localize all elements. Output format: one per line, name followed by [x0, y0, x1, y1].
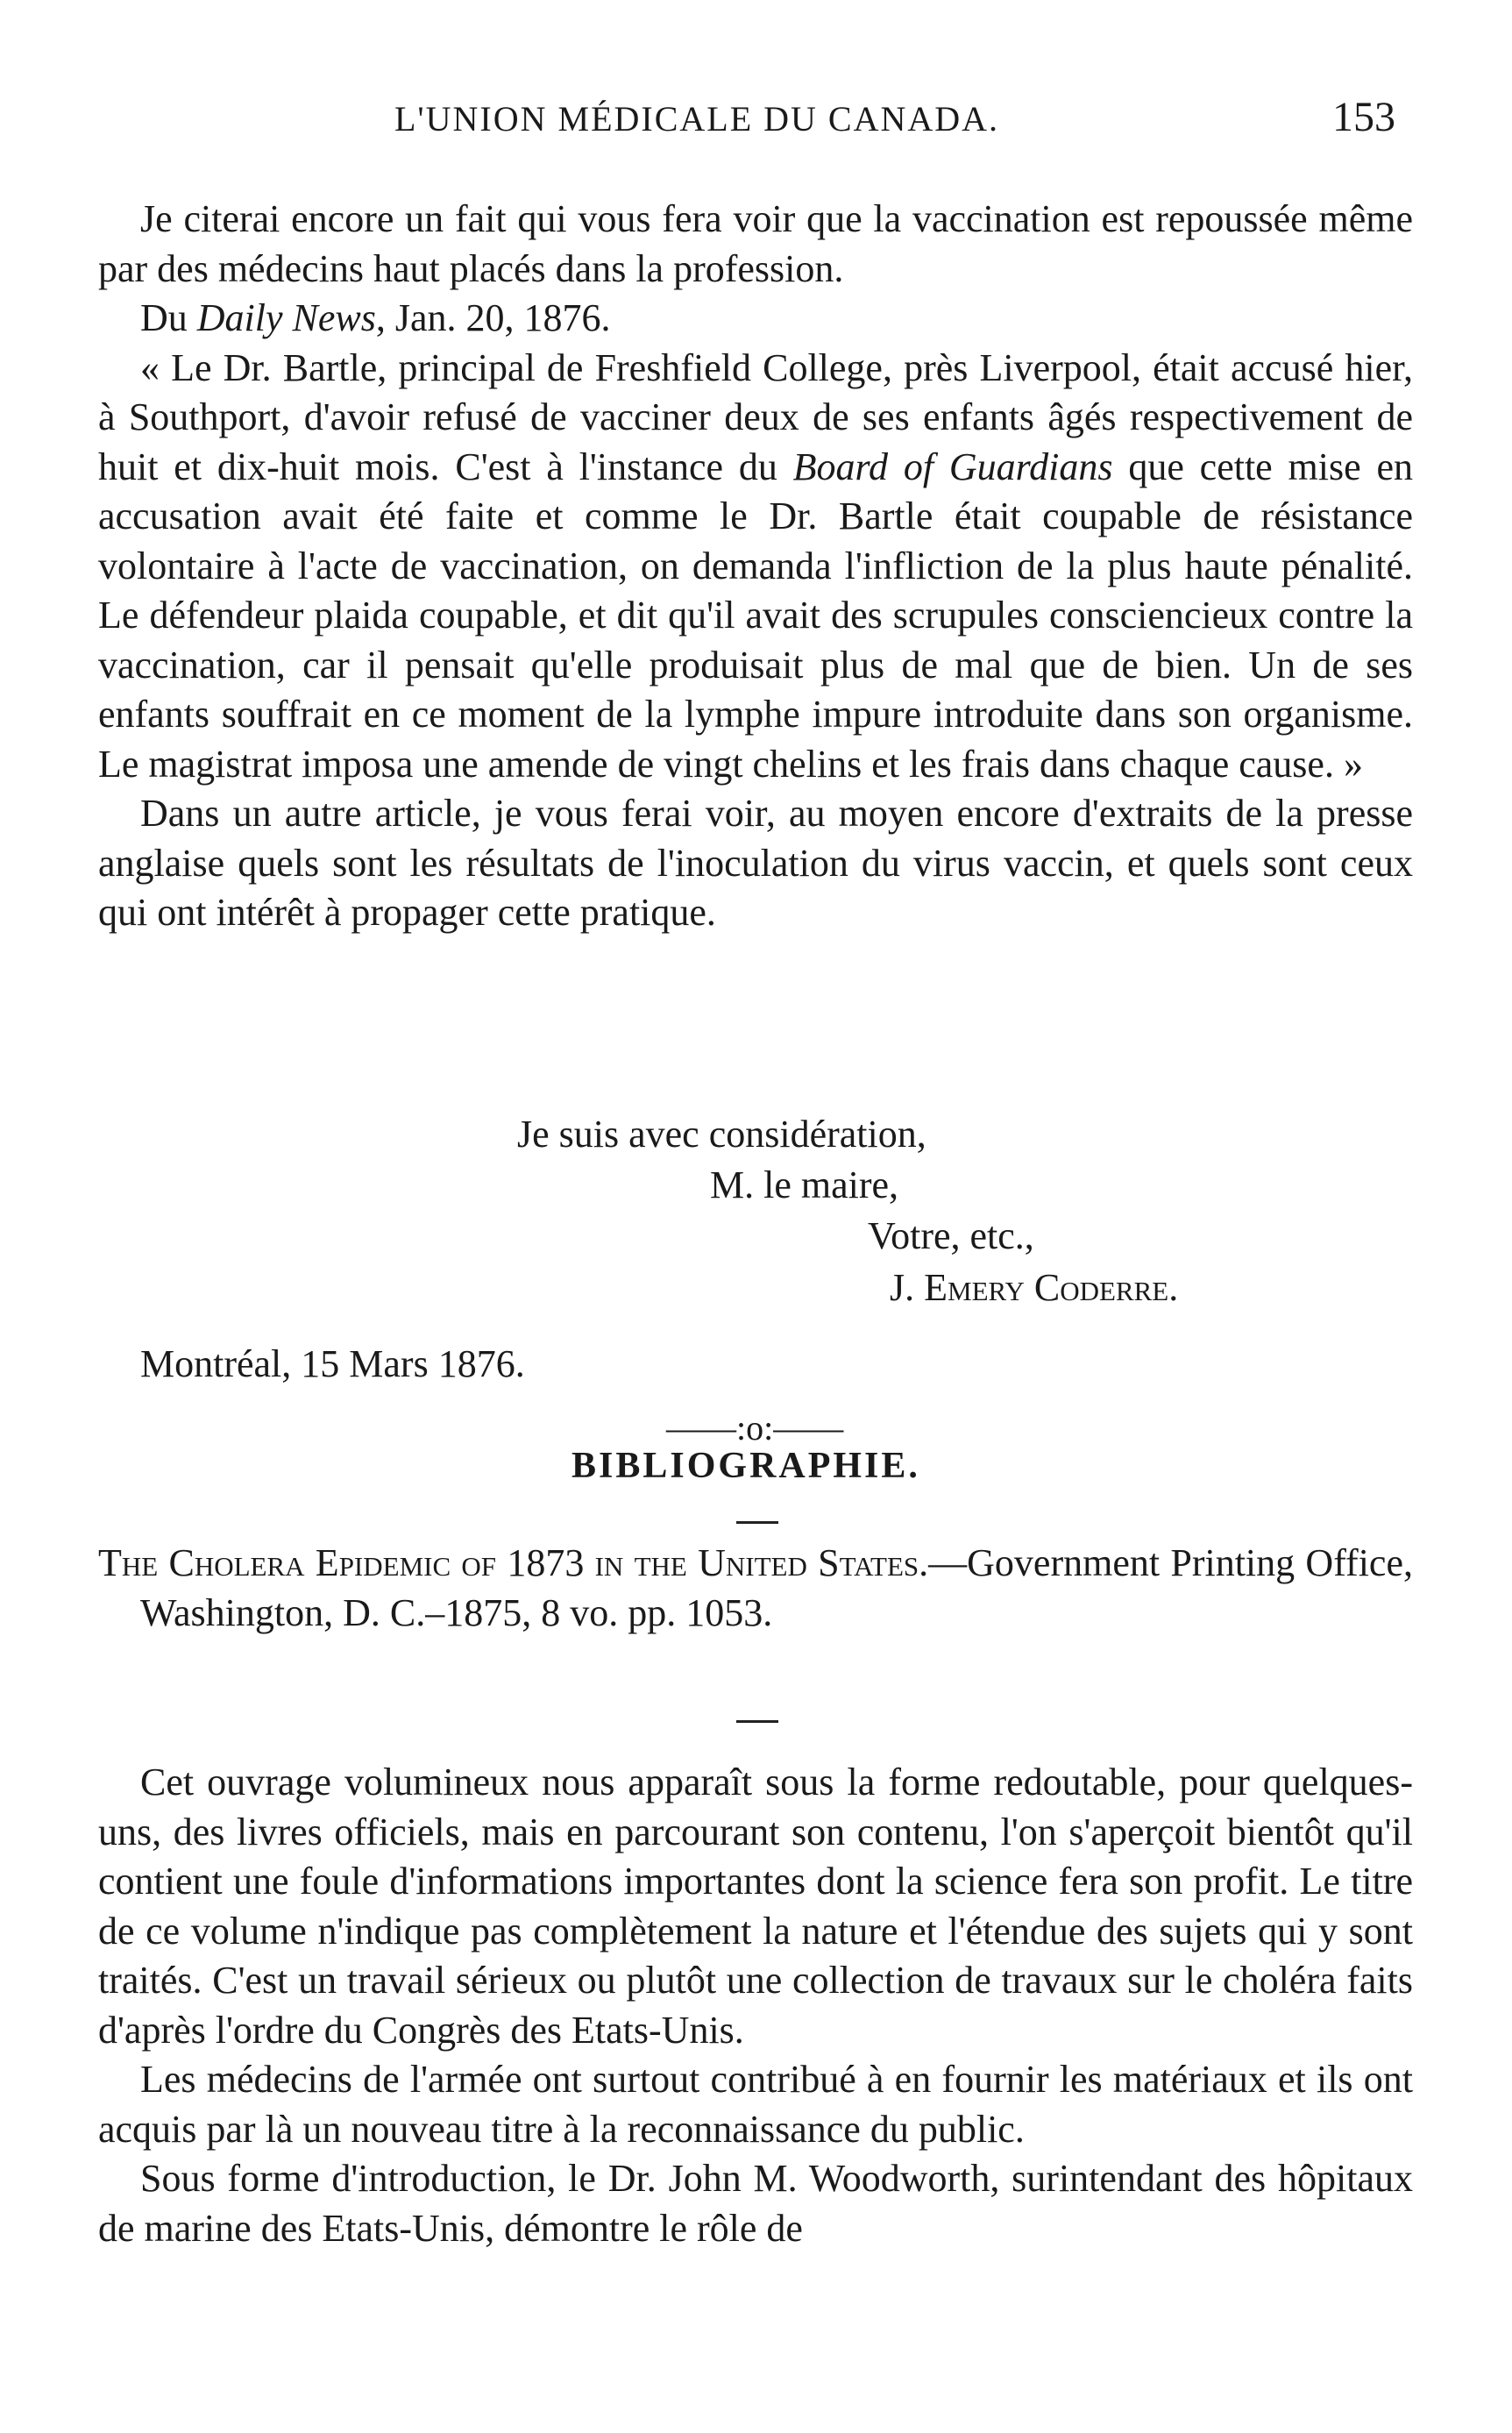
- salutation-line-2: M. le maire,: [710, 1163, 899, 1206]
- review-paragraph-3: Sous forme d'introduction, le Dr. John M. Woodworth, surintendant des hôpitaux de marine des Etats-Unis, démontre le rôle de: [98, 2157, 1413, 2250]
- review-paragraph-2: Les médecins de l'armée ont surtout contribué à en fournir les matériaux et ils ont acquis par là un nouveau titre à la reconnaissance du public.: [98, 2058, 1413, 2151]
- quoted-article: [98, 344, 1413, 790]
- bibliography-entry: [98, 1539, 1413, 1638]
- signature: J. Emery Coderre.: [890, 1266, 1179, 1309]
- section-separator: ——:o:——: [666, 1408, 844, 1448]
- bibliography-details: —Government Printing Office, Washington, D. C.–1875, 8 vo. pp. 1053.: [140, 1541, 1413, 1634]
- letter-intro: Je citerai encore un fait qui vous fera voir que la vaccination est repoussée même par des médecins haut placés dans la profession.: [98, 197, 1413, 290]
- source-prefix: Du: [140, 296, 197, 339]
- review-paragraph-1: Cet ouvrage volumineux nous apparaît sous la forme redoutable, pour quelques-uns, des livres officiels, mais en parcourant son contenu, l'on s'aperçoit bientôt qu'il contient une foule d'informations importantes dont la science fera son profit. Le titre de ce volume n'indique pas complètement la nature et l'étendue des sujets qui y sont traités. C'est un travail sérieux ou plutôt une collection de travaux sur le choléra faits d'après l'ordre du Congrès des Etats-Unis.: [98, 1761, 1413, 2052]
- review-body: [98, 1758, 1413, 2253]
- source-date: , Jan. 20, 1876.: [375, 296, 611, 339]
- running-header: [0, 94, 1512, 151]
- section-title: BIBLIOGRAPHIE.: [571, 1446, 920, 1486]
- divider-rule: [736, 1521, 778, 1524]
- letter-body: [98, 195, 1413, 938]
- quote-part-b: que cette mise en accusation avait été faite et comme le Dr. Bartle était coupable de résistance volontaire à l'acte de vaccination, on demanda l'infliction de la plus haute pénalité. Le défendeur plaida coupable, et dit qu'il avait des scrupules consciencieux contre la vaccination, car il pensait qu'elle produisait plus de mal que de bien. Un de ses enfants souffrait en ce moment de la lymphe impure introduite dans son organisme. Le magistrat imposa une amende de vingt chelins et les frais dans chaque cause. »: [98, 445, 1413, 786]
- source-citation: [98, 294, 1413, 344]
- page-number: 153: [1332, 94, 1395, 140]
- source-name: Daily News: [196, 296, 376, 339]
- divider-rule-2: [736, 1720, 778, 1723]
- closing-paragraph: Dans un autre article, je vous ferai voir, au moyen encore d'extraits de la presse anglaise quels sont les résultats de l'inoculation du virus vaccin, et quels sont ceux qui ont intérêt à propager cette pratique.: [98, 792, 1413, 934]
- journal-title: L'UNION MÉDICALE DU CANADA.: [394, 99, 1000, 139]
- bibliography-citation: [98, 1539, 1413, 1638]
- quote-part-a: « Le Dr. Bartle, principal de Freshfield College, près Liverpool, était accusé hier, à Southport, d'avoir refusé de vacciner deux de ses enfants âgés respectivement de huit et dix-huit mois. C'est à l'instance du: [98, 345, 1413, 488]
- bibliography-title: The Cholera Epidemic of 1873 in the United States.: [98, 1541, 929, 1584]
- place-date: Montréal, 15 Mars 1876.: [140, 1342, 525, 1385]
- salutation-line-1: Je suis avec considération,: [517, 1113, 926, 1156]
- salutation-line-3: Votre, etc.,: [868, 1214, 1034, 1257]
- board-of-guardians: Board of Guardians: [792, 445, 1113, 488]
